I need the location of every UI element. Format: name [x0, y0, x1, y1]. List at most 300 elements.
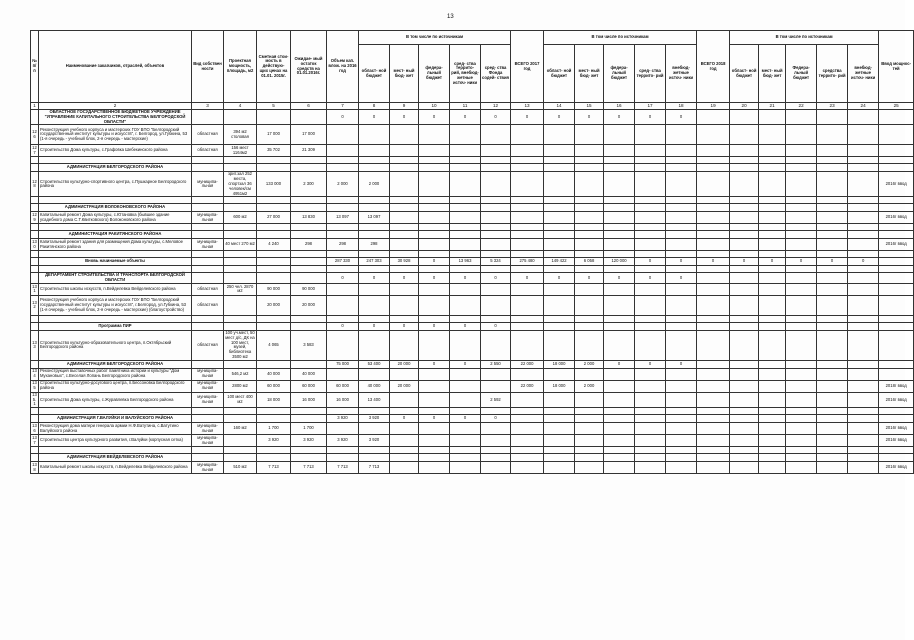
value-cell — [544, 462, 575, 474]
table-row — [31, 273, 914, 284]
value-cell — [511, 454, 544, 462]
value-cell — [786, 392, 817, 407]
value-cell — [291, 164, 327, 172]
empty-cell — [759, 224, 786, 231]
row-number: 136 — [32, 422, 37, 433]
empty-cell — [390, 266, 419, 273]
value-cell: 298 — [359, 239, 390, 251]
empty-cell — [604, 447, 635, 454]
value-cell — [848, 330, 879, 360]
value-cell — [257, 415, 291, 423]
value-cell — [327, 368, 359, 380]
value-cell — [759, 283, 786, 295]
empty-cell — [291, 408, 327, 415]
column-number: 12 — [481, 103, 511, 110]
empty-cell — [390, 251, 419, 258]
value-cell — [879, 231, 914, 239]
empty-cell — [879, 224, 914, 231]
value-cell: 2 000 — [575, 380, 604, 392]
page-number: 13 — [447, 14, 454, 20]
value-cell — [697, 380, 730, 392]
empty-cell — [257, 447, 291, 454]
table-row — [31, 231, 914, 239]
value-cell: 600 м2 — [224, 212, 257, 224]
value-cell — [759, 239, 786, 251]
value-cell — [697, 322, 730, 330]
value-cell: 13 830 — [291, 212, 327, 224]
empty-cell — [544, 251, 575, 258]
value-cell — [817, 423, 848, 435]
value-cell: 1 700 — [291, 423, 327, 435]
value-cell — [511, 172, 544, 197]
value-cell — [848, 145, 879, 157]
empty-cell — [31, 251, 39, 258]
empty-cell — [604, 408, 635, 415]
table-row — [31, 157, 914, 164]
value-cell: зрит.зал 252 места, спортзал 36 человек/см 4951м2 — [224, 172, 257, 197]
value-cell — [511, 212, 544, 224]
value-cell: 0 — [481, 322, 511, 330]
value-cell — [697, 164, 730, 172]
empty-cell — [31, 266, 39, 273]
empty-cell — [192, 251, 224, 258]
empty-cell — [730, 224, 759, 231]
value-cell: 156 мест 1164м2 — [224, 145, 257, 157]
value-cell — [604, 423, 635, 435]
value-cell — [879, 273, 914, 284]
empty-cell — [817, 266, 848, 273]
value-cell — [635, 295, 666, 315]
value-cell — [390, 435, 419, 447]
value-cell: 40 000 — [359, 380, 390, 392]
value-cell — [604, 212, 635, 224]
value-cell — [419, 125, 450, 145]
value-cell — [511, 423, 544, 435]
value-cell — [848, 283, 879, 295]
value-cell — [481, 145, 511, 157]
value-cell — [327, 231, 359, 239]
header-total-2018: ВСЕГО 2018 год — [697, 31, 730, 103]
value-cell — [224, 415, 257, 423]
empty-cell — [390, 408, 419, 415]
empty-cell — [419, 266, 450, 273]
empty-cell — [575, 157, 604, 164]
value-cell — [786, 145, 817, 157]
empty-cell — [291, 224, 327, 231]
value-cell — [730, 145, 759, 157]
value-cell — [697, 273, 730, 284]
table-row — [31, 258, 914, 266]
empty-cell — [879, 315, 914, 322]
empty-cell — [879, 408, 914, 415]
empty-cell — [481, 408, 511, 415]
row-number — [31, 110, 39, 125]
empty-cell — [419, 197, 450, 204]
column-number: 15 — [575, 103, 604, 110]
value-cell — [419, 454, 450, 462]
table-row — [31, 224, 914, 231]
section-title: АДМИНИСТРАЦИЯ ВЕЙДЕЛЕВСКОГО РАЙОНА — [39, 454, 192, 462]
value-cell — [544, 322, 575, 330]
empty-cell — [257, 251, 291, 258]
section-title: ОБЛАСТНОЕ ГОСУДАРСТВЕННОЕ БЮДЖЕТНОЕ УЧРЕЖДЕНИЕ "УПРАВЛЕНИЕ КАПИТАЛЬНОГО СТРОИТЕЛЬСТВА БЕЛГОРОДСКОЙ ОБЛАСТИ" — [39, 110, 192, 125]
value-cell — [635, 454, 666, 462]
table-row — [31, 315, 914, 322]
value-cell: 100 мест 400 м2 — [224, 392, 257, 407]
value-cell — [511, 462, 544, 474]
value-cell: 7 713 — [359, 462, 390, 474]
value-cell: 0 — [697, 258, 730, 266]
value-cell: 16 000 — [327, 392, 359, 407]
empty-cell — [224, 197, 257, 204]
header-source-2018: Федера- льный бюджет — [786, 45, 817, 103]
value-cell — [817, 415, 848, 423]
value-cell: 2018г ввод — [879, 380, 914, 392]
value-cell — [481, 454, 511, 462]
value-cell: 90 000 — [291, 283, 327, 295]
empty-cell — [359, 315, 390, 322]
value-cell — [419, 231, 450, 239]
empty-cell — [257, 315, 291, 322]
table-row — [31, 239, 914, 251]
table-row — [31, 322, 914, 330]
empty-cell — [697, 408, 730, 415]
value-cell: 7 713 — [257, 462, 291, 474]
value-cell: 40 000 — [291, 368, 327, 380]
value-cell — [786, 360, 817, 368]
value-cell — [666, 295, 697, 315]
value-cell — [544, 392, 575, 407]
header-source-2018: мест- ный бюд- жет — [759, 45, 786, 103]
empty-cell — [291, 197, 327, 204]
value-cell — [419, 145, 450, 157]
header-source-2017: мест- ный бюд- жет — [575, 45, 604, 103]
value-cell — [759, 231, 786, 239]
value-cell — [879, 295, 914, 315]
value-cell — [817, 330, 848, 360]
value-cell — [575, 435, 604, 447]
value-cell — [544, 423, 575, 435]
empty-cell — [817, 408, 848, 415]
value-cell — [759, 454, 786, 462]
row-number: 132 — [31, 295, 39, 315]
value-cell — [450, 392, 481, 407]
value-cell: 0 — [666, 110, 697, 125]
value-cell — [257, 204, 291, 212]
value-cell — [604, 295, 635, 315]
empty-cell — [575, 251, 604, 258]
value-cell: 20 000 — [291, 295, 327, 315]
empty-cell — [730, 408, 759, 415]
empty-cell — [257, 197, 291, 204]
value-cell — [697, 172, 730, 197]
value-cell — [786, 164, 817, 172]
header-source-2018: средства террито- рий — [817, 45, 848, 103]
value-cell — [511, 295, 544, 315]
empty-cell — [575, 224, 604, 231]
value-cell — [544, 231, 575, 239]
value-cell — [817, 172, 848, 197]
empty-cell — [604, 266, 635, 273]
row-number — [31, 273, 39, 284]
value-cell: 0 — [511, 273, 544, 284]
empty-cell — [848, 266, 879, 273]
empty-cell — [759, 447, 786, 454]
value-cell: 160 м2 — [224, 423, 257, 435]
value-cell — [635, 231, 666, 239]
table-row — [31, 360, 914, 368]
value-cell — [730, 239, 759, 251]
value-cell — [327, 330, 359, 360]
value-cell — [666, 330, 697, 360]
value-cell — [786, 212, 817, 224]
value-cell — [327, 164, 359, 172]
value-cell — [481, 330, 511, 360]
empty-cell — [730, 315, 759, 322]
value-cell — [604, 145, 635, 157]
value-cell — [544, 212, 575, 224]
value-cell: 0 — [390, 273, 419, 284]
empty-cell — [604, 224, 635, 231]
table-row — [31, 145, 914, 157]
value-cell — [481, 239, 511, 251]
empty-cell — [31, 408, 39, 415]
value-cell: 0 — [635, 258, 666, 266]
value-cell — [879, 164, 914, 172]
row-number: 130 — [32, 239, 37, 249]
table-row — [31, 251, 914, 258]
empty-cell — [817, 157, 848, 164]
empty-cell — [786, 447, 817, 454]
value-cell: муниципа- льная — [192, 462, 224, 474]
empty-cell — [730, 157, 759, 164]
value-cell — [192, 273, 224, 284]
value-cell: 4 240 — [257, 239, 291, 251]
empty-cell — [327, 157, 359, 164]
value-cell — [291, 322, 327, 330]
value-cell — [697, 368, 730, 380]
value-cell — [450, 231, 481, 239]
value-cell — [575, 145, 604, 157]
value-cell — [759, 164, 786, 172]
table-row — [31, 447, 914, 454]
value-cell — [848, 435, 879, 447]
table-row — [31, 330, 914, 360]
value-cell: 3 920 — [327, 435, 359, 447]
value-cell: 0 — [419, 273, 450, 284]
header-source-2018: област- ной бюджет — [730, 45, 759, 103]
value-cell — [697, 145, 730, 157]
value-cell — [848, 239, 879, 251]
value-cell — [359, 295, 390, 315]
value-cell — [511, 283, 544, 295]
value-cell: 3 920 — [359, 415, 390, 423]
value-cell: 0 — [359, 110, 390, 125]
empty-cell — [291, 251, 327, 258]
row-number: 138 — [32, 461, 37, 472]
column-number: 5 — [257, 103, 291, 110]
empty-cell — [697, 447, 730, 454]
value-cell — [604, 454, 635, 462]
value-cell — [759, 172, 786, 197]
value-cell — [666, 415, 697, 423]
value-cell: 22 000 — [511, 360, 544, 368]
empty-cell — [481, 157, 511, 164]
value-cell — [575, 164, 604, 172]
header-source-2017: федера- льный бюджет — [604, 45, 635, 103]
value-cell — [697, 360, 730, 368]
value-cell — [291, 231, 327, 239]
value-cell — [666, 462, 697, 474]
value-cell — [481, 283, 511, 295]
value-cell — [697, 239, 730, 251]
empty-cell — [817, 224, 848, 231]
value-cell — [419, 295, 450, 315]
empty-cell — [31, 157, 39, 164]
value-cell — [481, 164, 511, 172]
value-cell: областная — [192, 145, 224, 157]
value-cell — [450, 239, 481, 251]
empty-cell — [879, 251, 914, 258]
value-cell — [759, 330, 786, 360]
empty-cell — [31, 447, 39, 454]
value-cell — [635, 415, 666, 423]
value-cell — [575, 295, 604, 315]
object-name: Строительство культурно-спортивного центра, с.Пушкарное Белгородского района — [39, 172, 192, 197]
value-cell — [817, 231, 848, 239]
header-source-2017: област- ной бюджет — [544, 45, 575, 103]
value-cell — [879, 110, 914, 125]
empty-cell — [786, 197, 817, 204]
value-cell — [390, 330, 419, 360]
value-cell: 2016г ввод — [879, 212, 914, 224]
empty-cell — [666, 157, 697, 164]
value-cell: 0 — [635, 360, 666, 368]
empty-cell — [390, 197, 419, 204]
header-source-2016: сред- ства Фонда содей- ствия — [481, 45, 511, 103]
value-cell: 18 000 — [257, 392, 291, 407]
value-cell — [604, 231, 635, 239]
value-cell — [511, 239, 544, 251]
value-cell: 75 000 — [327, 360, 359, 368]
value-cell — [879, 360, 914, 368]
empty-cell — [481, 251, 511, 258]
empty-cell — [511, 408, 544, 415]
value-cell — [575, 204, 604, 212]
value-cell — [419, 239, 450, 251]
value-cell — [575, 283, 604, 295]
value-cell — [327, 283, 359, 295]
value-cell — [450, 145, 481, 157]
value-cell — [544, 415, 575, 423]
table-row — [31, 204, 914, 212]
value-cell — [390, 454, 419, 462]
value-cell — [697, 415, 730, 423]
value-cell: муниципа- льная — [192, 172, 224, 197]
value-cell: 2016г ввод — [879, 435, 914, 447]
empty-cell — [817, 315, 848, 322]
value-cell — [666, 392, 697, 407]
value-cell — [759, 360, 786, 368]
value-cell — [419, 330, 450, 360]
value-cell: 0 — [390, 415, 419, 423]
value-cell: 16 000 — [291, 392, 327, 407]
value-cell: 2 000 — [575, 360, 604, 368]
value-cell — [666, 454, 697, 462]
value-cell — [817, 380, 848, 392]
value-cell — [224, 295, 257, 315]
value-cell — [666, 423, 697, 435]
header-source-2016: област- ной бюджет — [359, 45, 390, 103]
empty-cell — [666, 408, 697, 415]
row-number — [31, 204, 39, 212]
table-row — [31, 110, 914, 125]
value-cell: 0 — [450, 415, 481, 423]
value-cell — [786, 283, 817, 295]
row-number: 131 — [32, 283, 37, 294]
value-cell — [697, 423, 730, 435]
value-cell — [759, 415, 786, 423]
value-cell — [481, 231, 511, 239]
value-cell: муниципа- льная — [192, 423, 224, 435]
value-cell — [817, 212, 848, 224]
value-cell — [848, 164, 879, 172]
value-cell — [192, 258, 224, 266]
empty-cell — [450, 447, 481, 454]
value-cell — [390, 172, 419, 197]
value-cell — [359, 164, 390, 172]
value-cell — [730, 204, 759, 212]
value-cell: 60 000 — [327, 380, 359, 392]
value-cell — [575, 454, 604, 462]
value-cell — [730, 110, 759, 125]
value-cell: 250 чел. 2870 м2 — [224, 283, 257, 295]
header-source-2017: сред- ства террито- рий — [635, 45, 666, 103]
empty-cell — [759, 197, 786, 204]
value-cell — [575, 368, 604, 380]
value-cell: 27 000 — [257, 212, 291, 224]
value-cell: 60 000 — [257, 380, 291, 392]
value-cell: 13 097 — [359, 212, 390, 224]
value-cell — [575, 231, 604, 239]
empty-cell — [192, 224, 224, 231]
value-cell — [848, 392, 879, 407]
value-cell — [786, 462, 817, 474]
empty-cell — [39, 251, 192, 258]
empty-cell — [257, 408, 291, 415]
empty-cell — [39, 224, 192, 231]
value-cell — [511, 415, 544, 423]
empty-cell — [848, 197, 879, 204]
empty-cell — [697, 251, 730, 258]
value-cell — [817, 110, 848, 125]
header-commissioning: Ввод мощнос- тей — [879, 31, 914, 103]
empty-cell — [635, 197, 666, 204]
value-cell — [635, 368, 666, 380]
row-number — [31, 454, 39, 462]
value-cell — [359, 330, 390, 360]
value-cell — [450, 295, 481, 315]
value-cell: 0 — [635, 273, 666, 284]
value-cell — [604, 172, 635, 197]
value-cell — [730, 415, 759, 423]
table-row — [31, 197, 914, 204]
empty-cell — [786, 251, 817, 258]
value-cell: 0 — [450, 110, 481, 125]
empty-cell — [635, 157, 666, 164]
empty-cell — [544, 315, 575, 322]
row-number: 134 — [32, 368, 37, 379]
